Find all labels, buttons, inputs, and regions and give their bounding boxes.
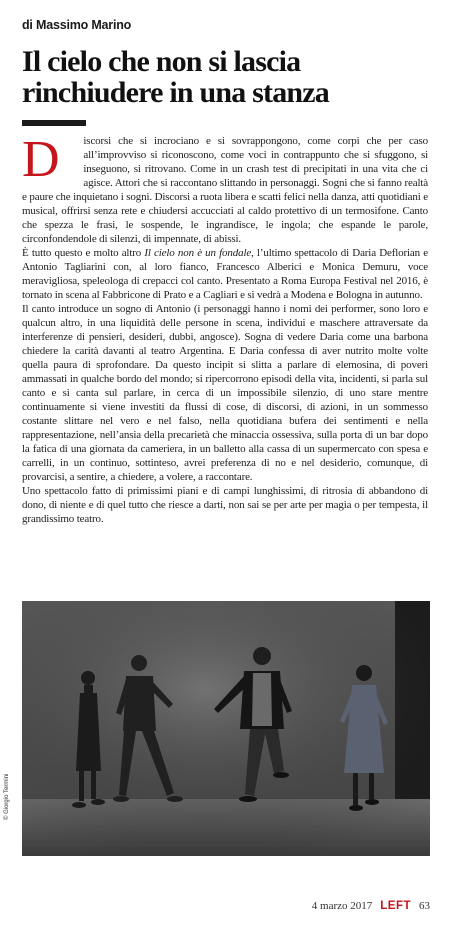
issue-date: 4 marzo 2017 xyxy=(311,900,373,912)
magazine-name: LEFT xyxy=(380,900,411,912)
paragraph-2-pre: È tutto questo e molto altro xyxy=(22,247,145,259)
stage-photo-image xyxy=(22,601,430,856)
paragraph-3: Il canto introduce un sogno di Antonio (i personaggi hanno i nomi dei performer, sono loro e qualcun altro, in una liquidità delle persone in scena, individui e maschere attraversate da interferenze di pensieri, desideri, dubbi, angosce). Sogna di vedere Daria come una barbona chiedere la carità davanti al teatro Argentina. E Daria confessa di aver nutrito molte volte quella paura di sprofondare. Da questo incipit si slitta a parlare di elemosina, di poveri ammassati in qualche bordo del mondo; si ripercorrono episodi della vita, incidenti, si parla sul canto e si canta sul parlare, in cerca di un impossibile silenzio, di uno stare mentre continuamente si viene investiti da flussi di cose, di discorsi, di azioni, in un sommesso costante slittare nel vero e nel falso, nella quotidiana bufera dei sentimenti e nella rappresentazione, nell’ansia della precarietà che minaccia ossessiva, sulla porta di un bar dopo la fatica di una giornata da cameriera, in un balletto alla cassa di un supermercato con spesa e carrelli, in un continuo, sottinteso, avrei preferenza di no e nel desiderio, comunque, di provarcisi, a sentire, a chiedere, a volere, a raccontare. xyxy=(22,303,428,483)
article-body xyxy=(22,131,428,526)
photo-credit: © Giorgio Termini xyxy=(4,773,10,820)
stage-photo xyxy=(22,601,430,856)
headline: Il cielo che non si lascia rinchiudere in una stanza xyxy=(22,45,329,109)
paragraph-2 xyxy=(22,246,428,302)
show-title: Il cielo non è un fondale xyxy=(144,247,252,259)
page-footer xyxy=(312,900,430,912)
page-number: 63 xyxy=(419,900,430,912)
paragraph-4: Uno spettacolo fatto di primissimi piani e di campi lunghissimi, di ritrosia di abbandono di dono, di niente e di quel tutto che riesce a darti, non sai se per arte per magia o per tempesta, il grandissimo teatro. xyxy=(22,485,428,525)
byline: di Massimo Marino xyxy=(22,18,132,32)
drop-cap: D xyxy=(22,131,60,188)
paragraph-1: iscorsi che si incrociano e si sovrappongono, come corpi che per caso all’improvviso si riconoscono, come voci in contrappunto che si sfuggono, si inseguono, si ritrovano. Come in un crash test di precipitati in una vita che ci agisce. Attori che si raccontano slittando in personaggi. Sogni che si fanno realtà e paure che inquietano i sogni. Discorsi a ruota libera e scatti felici nella danza, atti quotidiani e musical, offrirsi senza rete e chiudersi accucciati al caldo protettivo di un termosifone. Canto che spezza le frasi, le sospende, le ingrandisce, le ingola; che espande le parole, circonfondendole di silenzi, di impennate, di abissi. xyxy=(22,135,428,245)
paragraph-2-post: , l’ultimo spettacolo di Daria Deflorian e Antonio Tagliarini con, al loro fianco, Francesco Alberici e Monica Demuru, voce meravigliosa, speleologa di crepacci col canto. Presentato a Roma Europa Festival nel 2016, è tornato in scena al Fabbricone di Prato e a Cagliari e si vedrà a Modena e Bologna in autunno. xyxy=(22,247,428,301)
headline-rule xyxy=(22,120,86,126)
